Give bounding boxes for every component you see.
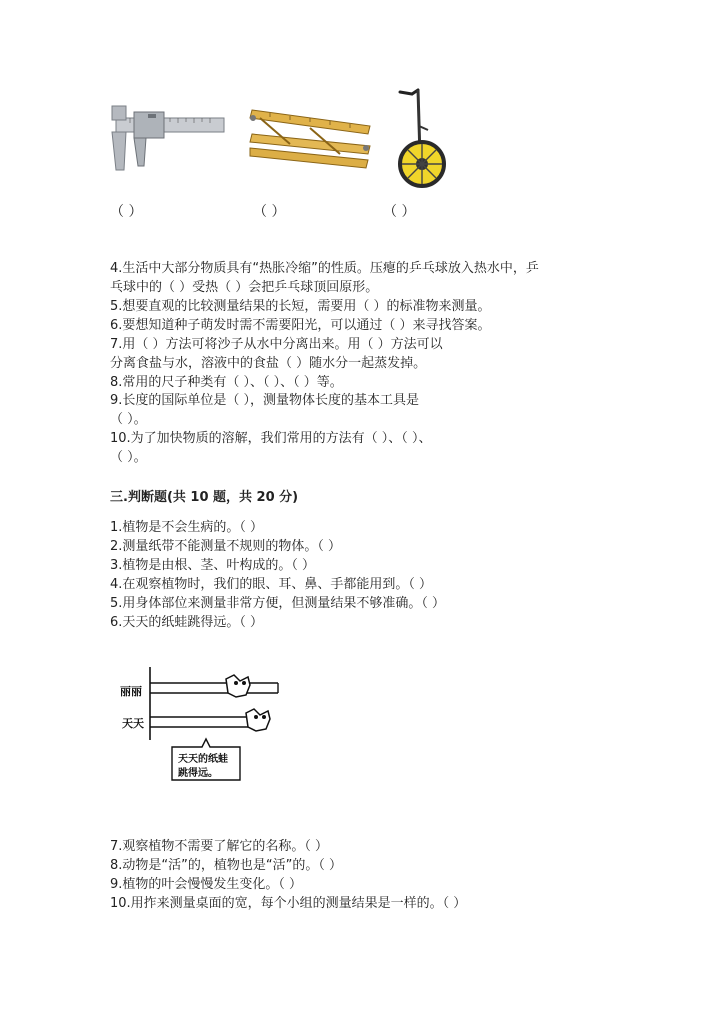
judge-question-8: 8.动物是“活”的，植物也是“活”的。（ ）	[110, 858, 342, 873]
question-10-line-2: （ ）。	[110, 450, 147, 465]
judge-question-2: 2.测量纸带不能测量不规则的物体。（ ）	[110, 539, 342, 554]
question-9-line-1: 9.长度的国际单位是（ ），测量物体长度的基本工具是	[110, 393, 420, 408]
paper-frog-figure	[110, 665, 300, 790]
wheel-answer-blank[interactable]: （ ）	[383, 204, 416, 220]
figure-label-tiantian: 天天	[122, 717, 144, 730]
question-4-line-2: 乓球中的（ ）受热（ ）会把乒乓球顶回原形。	[110, 280, 379, 295]
section-title-judgment: 三.判断题(共 10 题，共 20 分)	[110, 490, 299, 505]
bubble-text-line-2: 跳得远。	[178, 768, 218, 779]
figure-label-lili: 丽丽	[120, 685, 142, 698]
judge-question-7: 7.观察植物不需要了解它的名称。（ ）	[110, 839, 329, 854]
judge-question-4: 4.在观察植物时，我们的眼、耳、鼻、手都能用到。（ ）	[110, 577, 433, 592]
judge-question-3: 3.植物是由根、茎、叶构成的。（ ）	[110, 558, 316, 573]
question-7-line-1: 7.用（ ）方法可将沙子从水中分离出来。用（ ）方法可以	[110, 337, 443, 352]
question-10-line-1: 10.为了加快物质的溶解，我们常用的方法有（ ）、（ ）、	[110, 431, 432, 446]
folding-ruler-image	[250, 104, 375, 174]
judge-question-1: 1.植物是不会生病的。（ ）	[110, 520, 264, 535]
bubble-text-line-1: 天天的纸蛙	[178, 754, 228, 765]
judge-question-6: 6.天天的纸蛙跳得远。（ ）	[110, 615, 264, 630]
judge-question-9: 9.植物的叶会慢慢发生变化。（ ）	[110, 877, 303, 892]
judge-question-5: 5.用身体部位来测量非常方便，但测量结果不够准确。（ ）	[110, 596, 446, 611]
question-5: 5.想要直观的比较测量结果的长短，需要用（ ）的标准物来测量。	[110, 299, 491, 314]
ruler-answer-blank[interactable]: （ ）	[253, 204, 286, 220]
measuring-wheel-image	[392, 86, 452, 190]
question-6: 6.要想知道种子萌发时需不需要阳光，可以通过（ ）来寻找答案。	[110, 318, 491, 333]
question-7-line-2: 分离食盐与水，溶液中的食盐（ ）随水分一起蒸发掉。	[110, 356, 427, 371]
question-8: 8.常用的尺子种类有（ ）、（ ）、（ ）等。	[110, 375, 343, 390]
caliper-answer-blank[interactable]: （ ）	[110, 204, 143, 220]
judge-question-10: 10.用拃来测量桌面的宽，每个小组的测量结果是一样的。（ ）	[110, 896, 467, 911]
question-9-line-2: （ ）。	[110, 412, 147, 427]
question-4-line-1: 4.生活中大部分物质具有“热胀冷缩”的性质。压瘪的乒乓球放入热水中，乒	[110, 261, 539, 276]
vernier-caliper-image	[108, 104, 233, 174]
